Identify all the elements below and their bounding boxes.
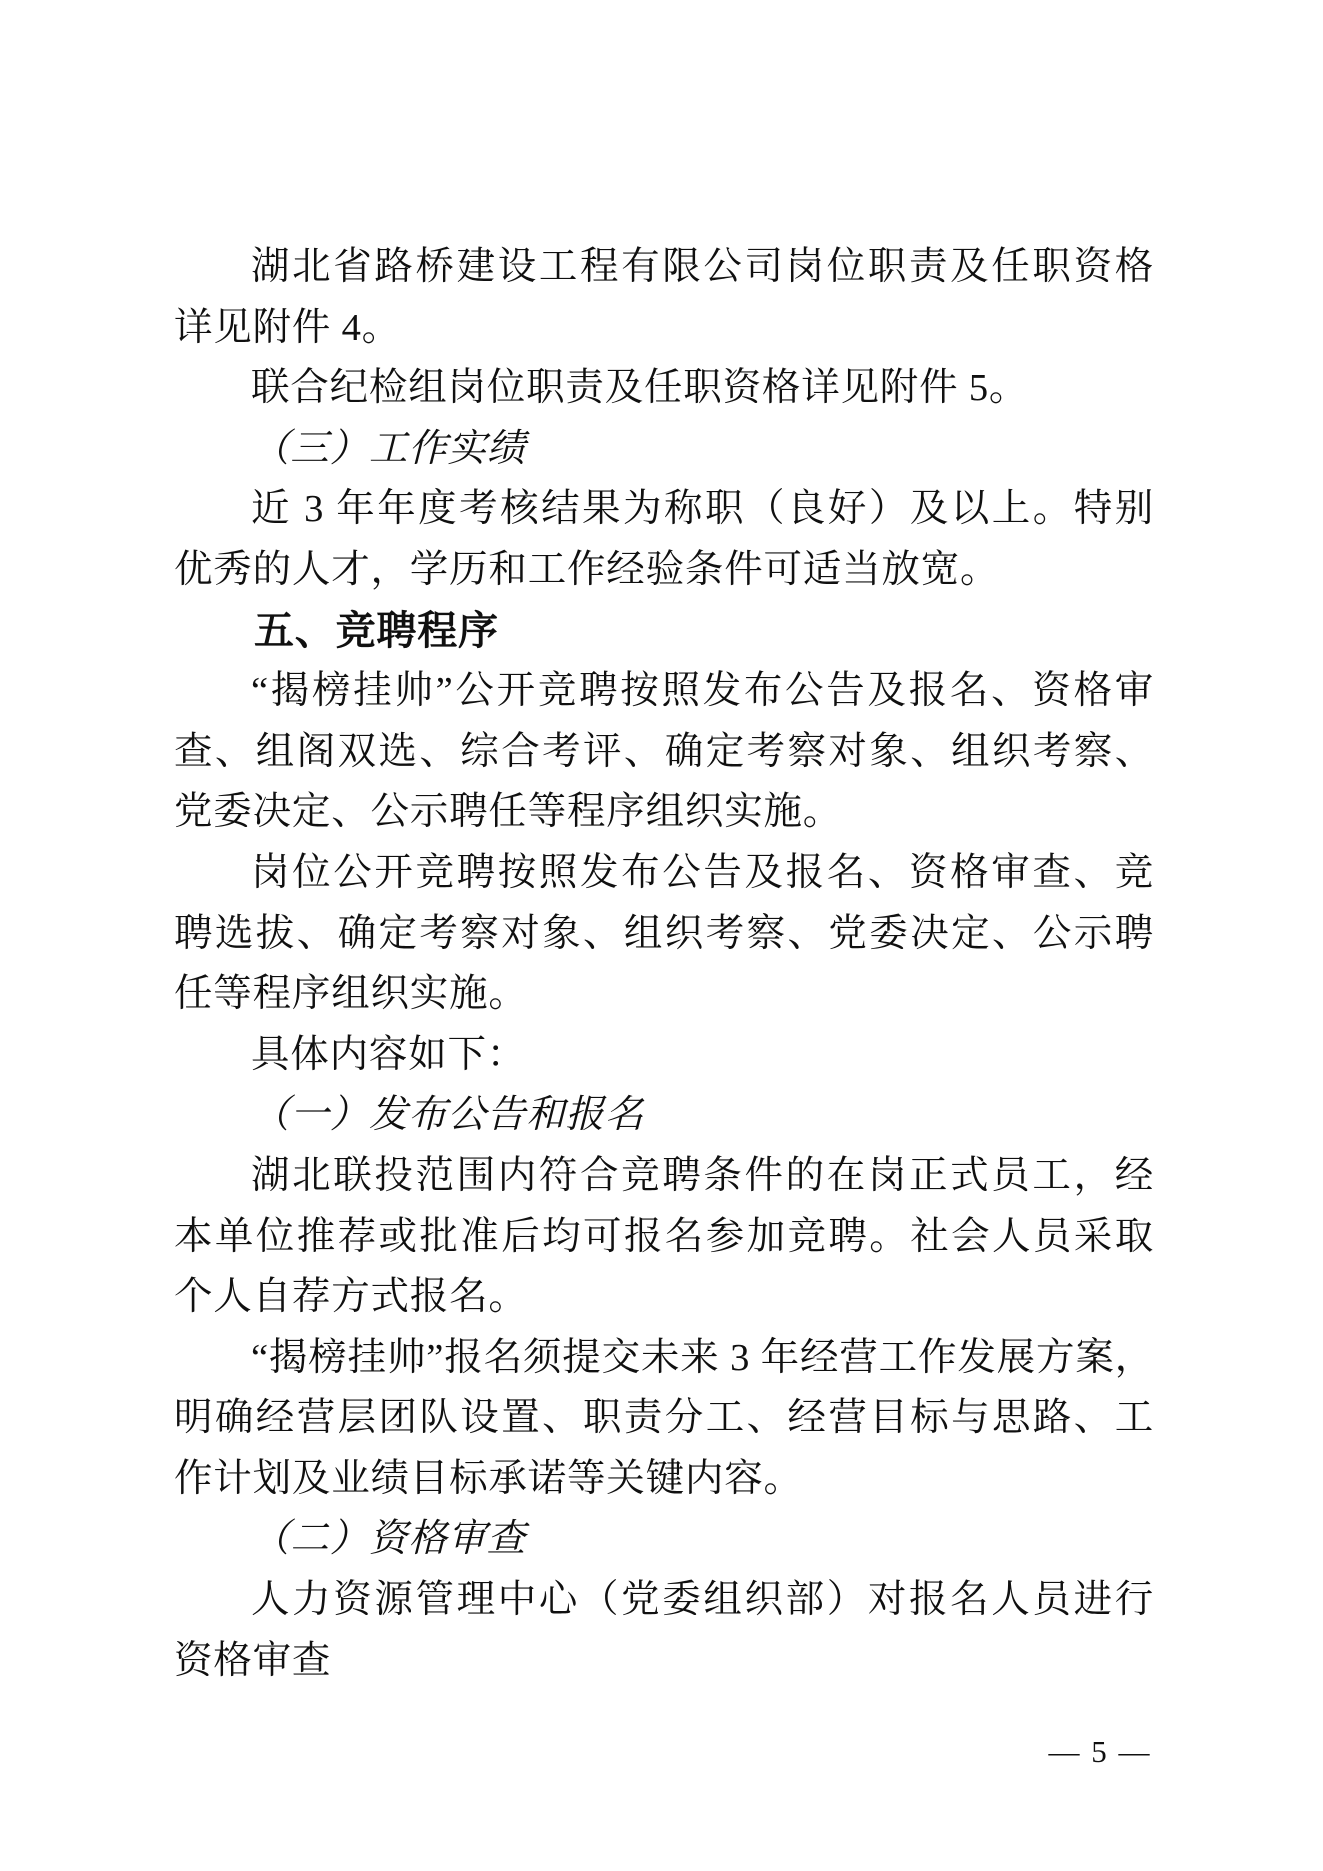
paragraph: “揭榜挂帅”报名须提交未来 3 年经营工作发展方案，明确经营层团队设置、职责分工、经营目标与思路、工作计划及业绩目标承诺等关键内容。: [174, 1336, 1154, 1500]
paragraph: 联合纪检组岗位职责及任职资格详见附件 5。: [251, 367, 1029, 410]
section-heading: （二）资格审查: [251, 1518, 527, 1561]
page-number: — 5 —: [1048, 1734, 1152, 1769]
document-content: [174, 237, 1154, 1691]
paragraph: 近 3 年年度考核结果为称职（良好）及以上。特别优秀的人才，学历和工作经验条件可适当放宽。: [174, 488, 1154, 591]
section-heading: （一）发布公告和报名: [251, 1094, 645, 1137]
paragraph: 湖北联投范围内符合竞聘条件的在岗正式员工，经本单位推荐或批准后均可报名参加竞聘。社会人员采取个人自荐方式报名。: [174, 1154, 1154, 1319]
paragraph: “揭榜挂帅”公开竞聘按照发布公告及报名、资格审查、组阁双选、综合考评、确定考察对象、组织考察、党委决定、公示聘任等程序组织实施。: [174, 670, 1154, 834]
paragraph: 人力资源管理中心（党委组织部）对报名人员进行资格审查: [174, 1579, 1154, 1682]
chapter-heading: 五、竞聘程序: [254, 608, 499, 653]
section-heading: （三）工作实绩: [251, 427, 527, 470]
paragraph: 湖北省路桥建设工程有限公司岗位职责及任职资格详见附件 4。: [174, 246, 1154, 349]
paragraph: 岗位公开竞聘按照发布公告及报名、资格审查、竞聘选拔、确定考察对象、组织考察、党委决定、公示聘任等程序组织实施。: [174, 851, 1154, 1016]
paragraph: 具体内容如下：: [251, 1033, 527, 1076]
